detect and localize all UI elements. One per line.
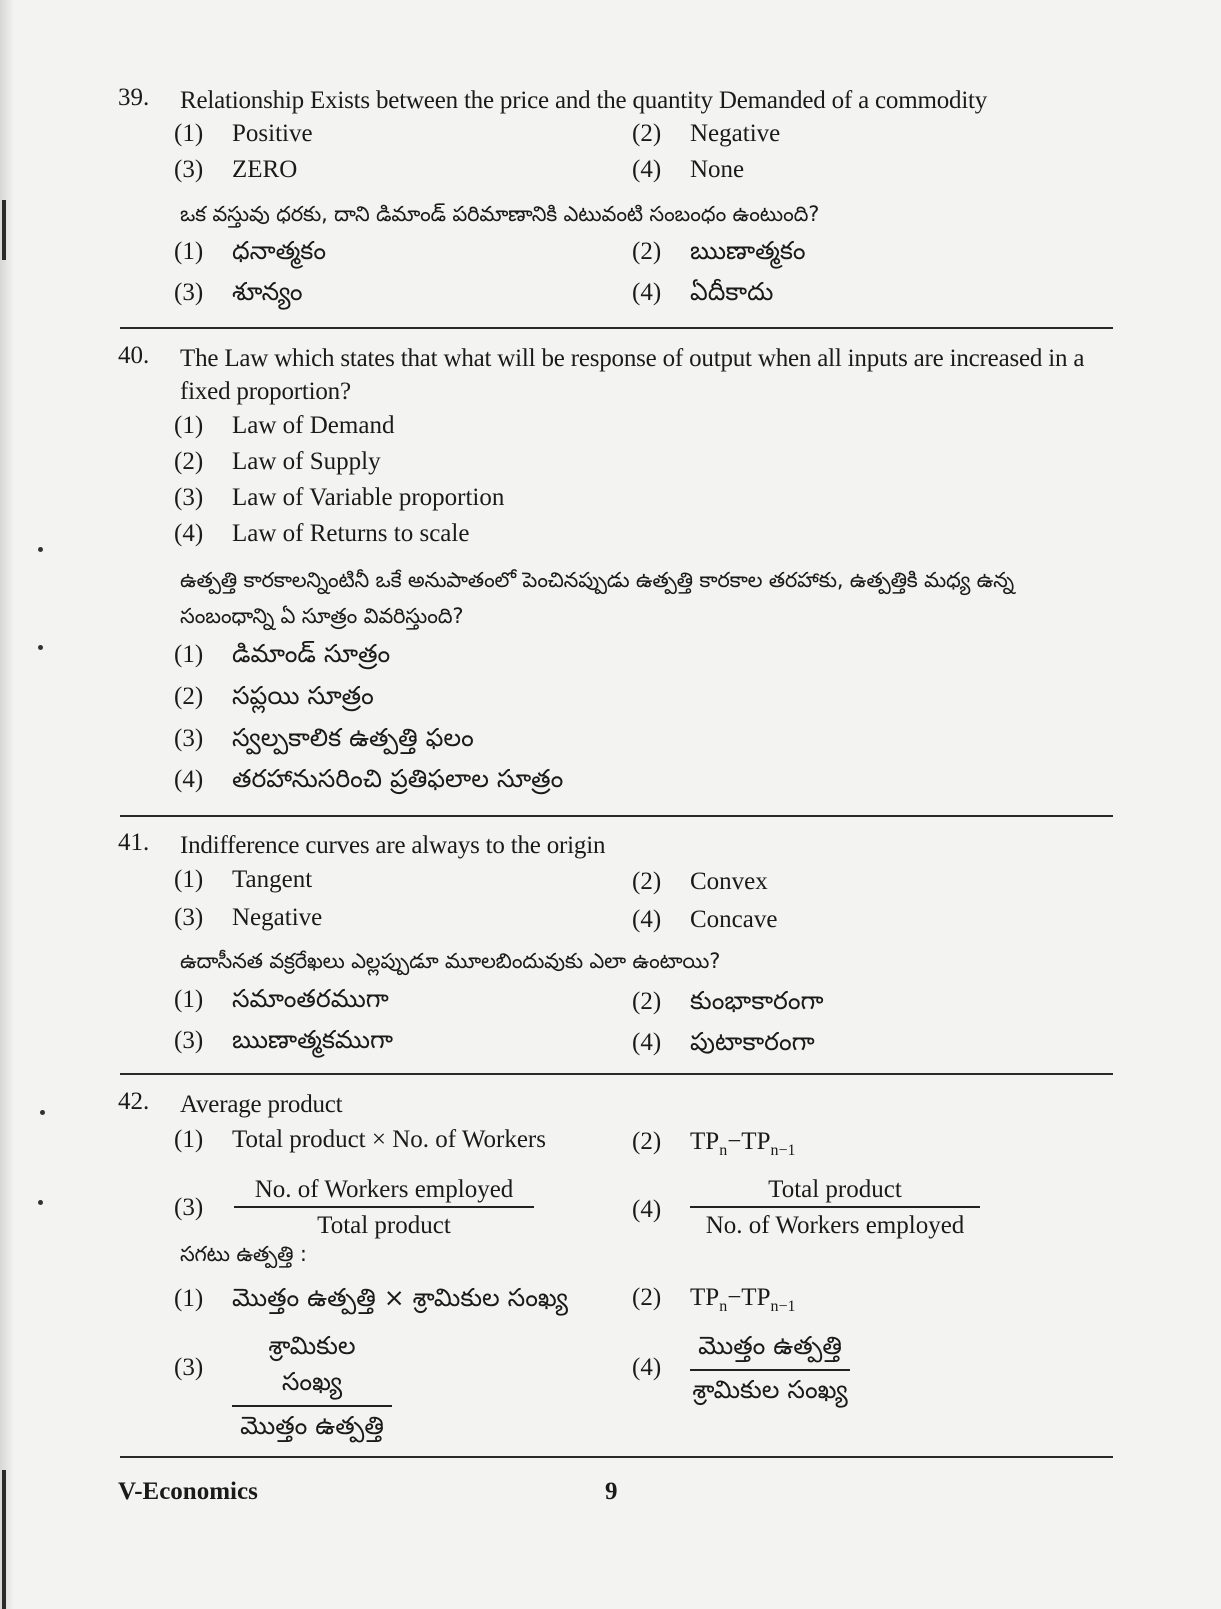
divider	[120, 1456, 1113, 1458]
option-1-telugu[interactable]: (1) ధనాత్మకం	[174, 236, 327, 265]
question-text-english: Relationship Exists between the price and the quantity Demanded of a commodity	[180, 87, 988, 114]
option-4-telugu[interactable]: (4) తరహానుసరించి ప్రతిఫలాల సూత్రం	[174, 764, 564, 793]
question-text-telugu: ఒక వస్తువు ధరకు, దాని డిమాండ్ పరిమాణానికి ఎటువంటి సంబంధం ఉంటుంది?	[180, 202, 820, 226]
question-text-english: Indifference curves are always to the origin	[180, 832, 606, 859]
option-1-telugu[interactable]: (1) సమాంతరముగా	[174, 984, 389, 1013]
question-41	[118, 829, 1108, 1059]
option-4-english[interactable]: (4) Concave	[632, 906, 778, 933]
scan-mark	[2, 1470, 6, 1609]
question-number: 41.	[118, 829, 150, 856]
option-1-english[interactable]: (1) Positive	[174, 120, 313, 147]
question-40	[118, 342, 1108, 792]
option-4-english[interactable]: (4) Law of Returns to scale	[174, 520, 470, 547]
option-4-telugu[interactable]: (4)	[632, 1354, 662, 1381]
fraction-telugu-total-over-workers: మొత్తం ఉత్పత్తి శ్రామికుల సంఖ్య	[690, 1331, 850, 1411]
question-39	[118, 84, 1108, 304]
question-text-telugu: ఉదాసీనత వక్రరేఖలు ఎల్లప్పుడూ మూలబిందువుకు ఎలా ఉంటాయి?	[180, 949, 721, 973]
question-text-telugu: సగటు ఉత్పత్తి :	[180, 1242, 307, 1266]
scan-speck	[38, 547, 43, 552]
question-number: 39.	[118, 84, 150, 111]
question-text-english: The Law which states that what will be response of output when all inputs are increased in a fixed proportion?	[180, 345, 1085, 405]
option-2-telugu[interactable]: (2) కుంభాకారంగా	[632, 986, 824, 1015]
option-3-english[interactable]: (3) Negative	[174, 904, 323, 931]
option-1-english[interactable]: (1) Law of Demand	[174, 412, 395, 439]
option-2-telugu[interactable]: (2) $TP_n-TP_{n-1}$	[632, 1284, 796, 1315]
page-number: 9	[605, 1478, 618, 1505]
option-2-telugu[interactable]: (2) ఋణాత్మకం	[632, 236, 806, 265]
option-2-english[interactable]: (2) Convex	[632, 868, 768, 895]
option-2-english[interactable]: (2) Negative	[632, 120, 781, 147]
option-4-telugu[interactable]: (4) పుటాకారంగా	[632, 1027, 815, 1056]
question-text-english: Average product	[180, 1091, 343, 1118]
option-2-english[interactable]: (2) $TP_n-TP_{n-1}$	[632, 1128, 796, 1159]
question-number: 42.	[118, 1088, 150, 1115]
option-3-telugu[interactable]: (3) శూన్యం	[174, 277, 303, 306]
scan-speck	[38, 1200, 43, 1205]
question-number: 40.	[118, 342, 150, 369]
option-2-english[interactable]: (2) Law of Supply	[174, 448, 381, 475]
option-1-telugu[interactable]: (1) డిమాండ్ సూత్రం	[174, 639, 391, 668]
option-4-telugu[interactable]: (4) ఏదీకాదు	[632, 277, 774, 306]
option-3-telugu[interactable]: (3) స్వల్పకాలిక ఉత్పత్తి ఫలం	[174, 723, 474, 752]
scan-mark	[2, 200, 6, 260]
footer-subject: V-Economics	[118, 1478, 258, 1505]
fraction-total-over-workers: Total product No. of Workers employed	[690, 1176, 980, 1240]
scan-speck	[40, 1110, 45, 1115]
option-1-telugu[interactable]: (1) మొత్తం ఉత్పత్తి × శ్రామికుల సంఖ్య	[174, 1283, 568, 1312]
option-2-telugu[interactable]: (2) సప్లయి సూత్రం	[174, 681, 374, 710]
option-1-english[interactable]: (1) Total product × No. of Workers	[174, 1126, 546, 1153]
fraction-workers-over-total: No. of Workers employed Total product	[234, 1176, 534, 1240]
option-3-telugu[interactable]: (3)	[174, 1354, 204, 1381]
option-3-telugu[interactable]: (3) ఋణాత్మకముగా	[174, 1025, 394, 1054]
fraction-telugu-workers-over-total: శ్రామికుల సంఖ్య మొత్తం ఉత్పత్తి	[232, 1331, 392, 1447]
divider	[120, 815, 1113, 817]
scan-speck	[38, 645, 43, 650]
question-text-telugu: ఉత్పత్తి కారకాలన్నింటినీ ఒకే అనుపాతంలో పెంచినప్పుడు ఉత్పత్తి కారకాల తరహాకు, ఉత్పత్తికి మధ్య ఉన్న సంబంధాన్ని ఏ సూత్రం వివరిస్తుంది?	[180, 568, 1014, 628]
option-1-english[interactable]: (1) Tangent	[174, 866, 313, 893]
divider	[120, 1073, 1113, 1075]
option-3-english[interactable]: (3)	[174, 1194, 204, 1221]
divider	[120, 327, 1113, 329]
option-4-english[interactable]: (4)	[632, 1196, 662, 1223]
option-3-english[interactable]: (3) Law of Variable proportion	[174, 484, 505, 511]
question-42	[118, 1088, 1108, 1438]
option-4-english[interactable]: (4) None	[632, 156, 745, 183]
option-3-english[interactable]: (3) ZERO	[174, 156, 298, 183]
